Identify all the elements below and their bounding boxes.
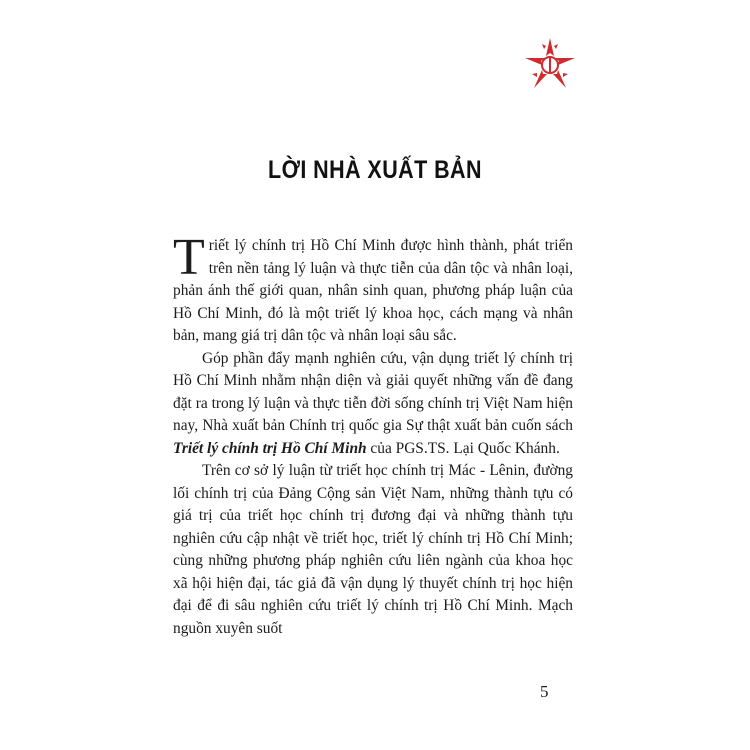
page-number: 5 [540,682,549,701]
paragraph-2-text-before: Góp phần đẩy mạnh nghiên cứu, vận dụng triết lý chính trị Hồ Chí Minh nhằm nhận diện và giải quyết những vấn đề đang đặt ra trong lý luận và thực tiễn đời sống chính trị Việt Nam hiện nay, Nhà xuất bản Chính trị quốc gia Sự thật xuất bản cuốn sách [173,349,573,434]
paragraph-3 [173,460,573,640]
page-heading: LỜI NHÀ XUẤT BẢN [268,156,482,184]
book-title: Triết lý chính trị Hồ Chí Minh [173,439,367,457]
preface-body [173,229,573,640]
paragraph-3-text: Trên cơ sở lý luận từ triết học chính trị Mác - Lênin, đường lối chính trị của Đảng Cộng sản Việt Nam, những thành tựu có giá trị của triết học chính trị đương đại và những thành tựu nghiên cứu cập nhật về triết học, triết lý chính trị Hồ Chí Minh; cùng những phương pháp nghiên cứu liên ngành của khoa học xã hội hiện đại, tác giả đã vận dụng lý thuyết chính trị học hiện đại để đi sâu nghiên cứu triết lý chính trị Hồ Chí Minh. Mạch nguồn xuyên suốt [173,462,573,637]
publisher-emblem-icon [520,34,580,94]
paragraph-1-text: riết lý chính trị Hồ Chí Minh được hình thành, phát triển trên nền tảng lý luận và thực tiễn của dân tộc và nhân loại, phản ánh thế giới quan, nhân sinh quan, phương pháp luận của Hồ Chí Minh, đó là một triết lý khoa học, cách mạng và nhân bản, mang giá trị dân tộc và nhân loại sâu sắc. [173,237,573,344]
paragraph-2 [173,348,573,461]
drop-cap: T [173,229,205,286]
paragraph-2-text-after: của PGS.TS. Lại Quốc Khánh. [366,439,560,457]
paragraph-1 [173,229,573,348]
